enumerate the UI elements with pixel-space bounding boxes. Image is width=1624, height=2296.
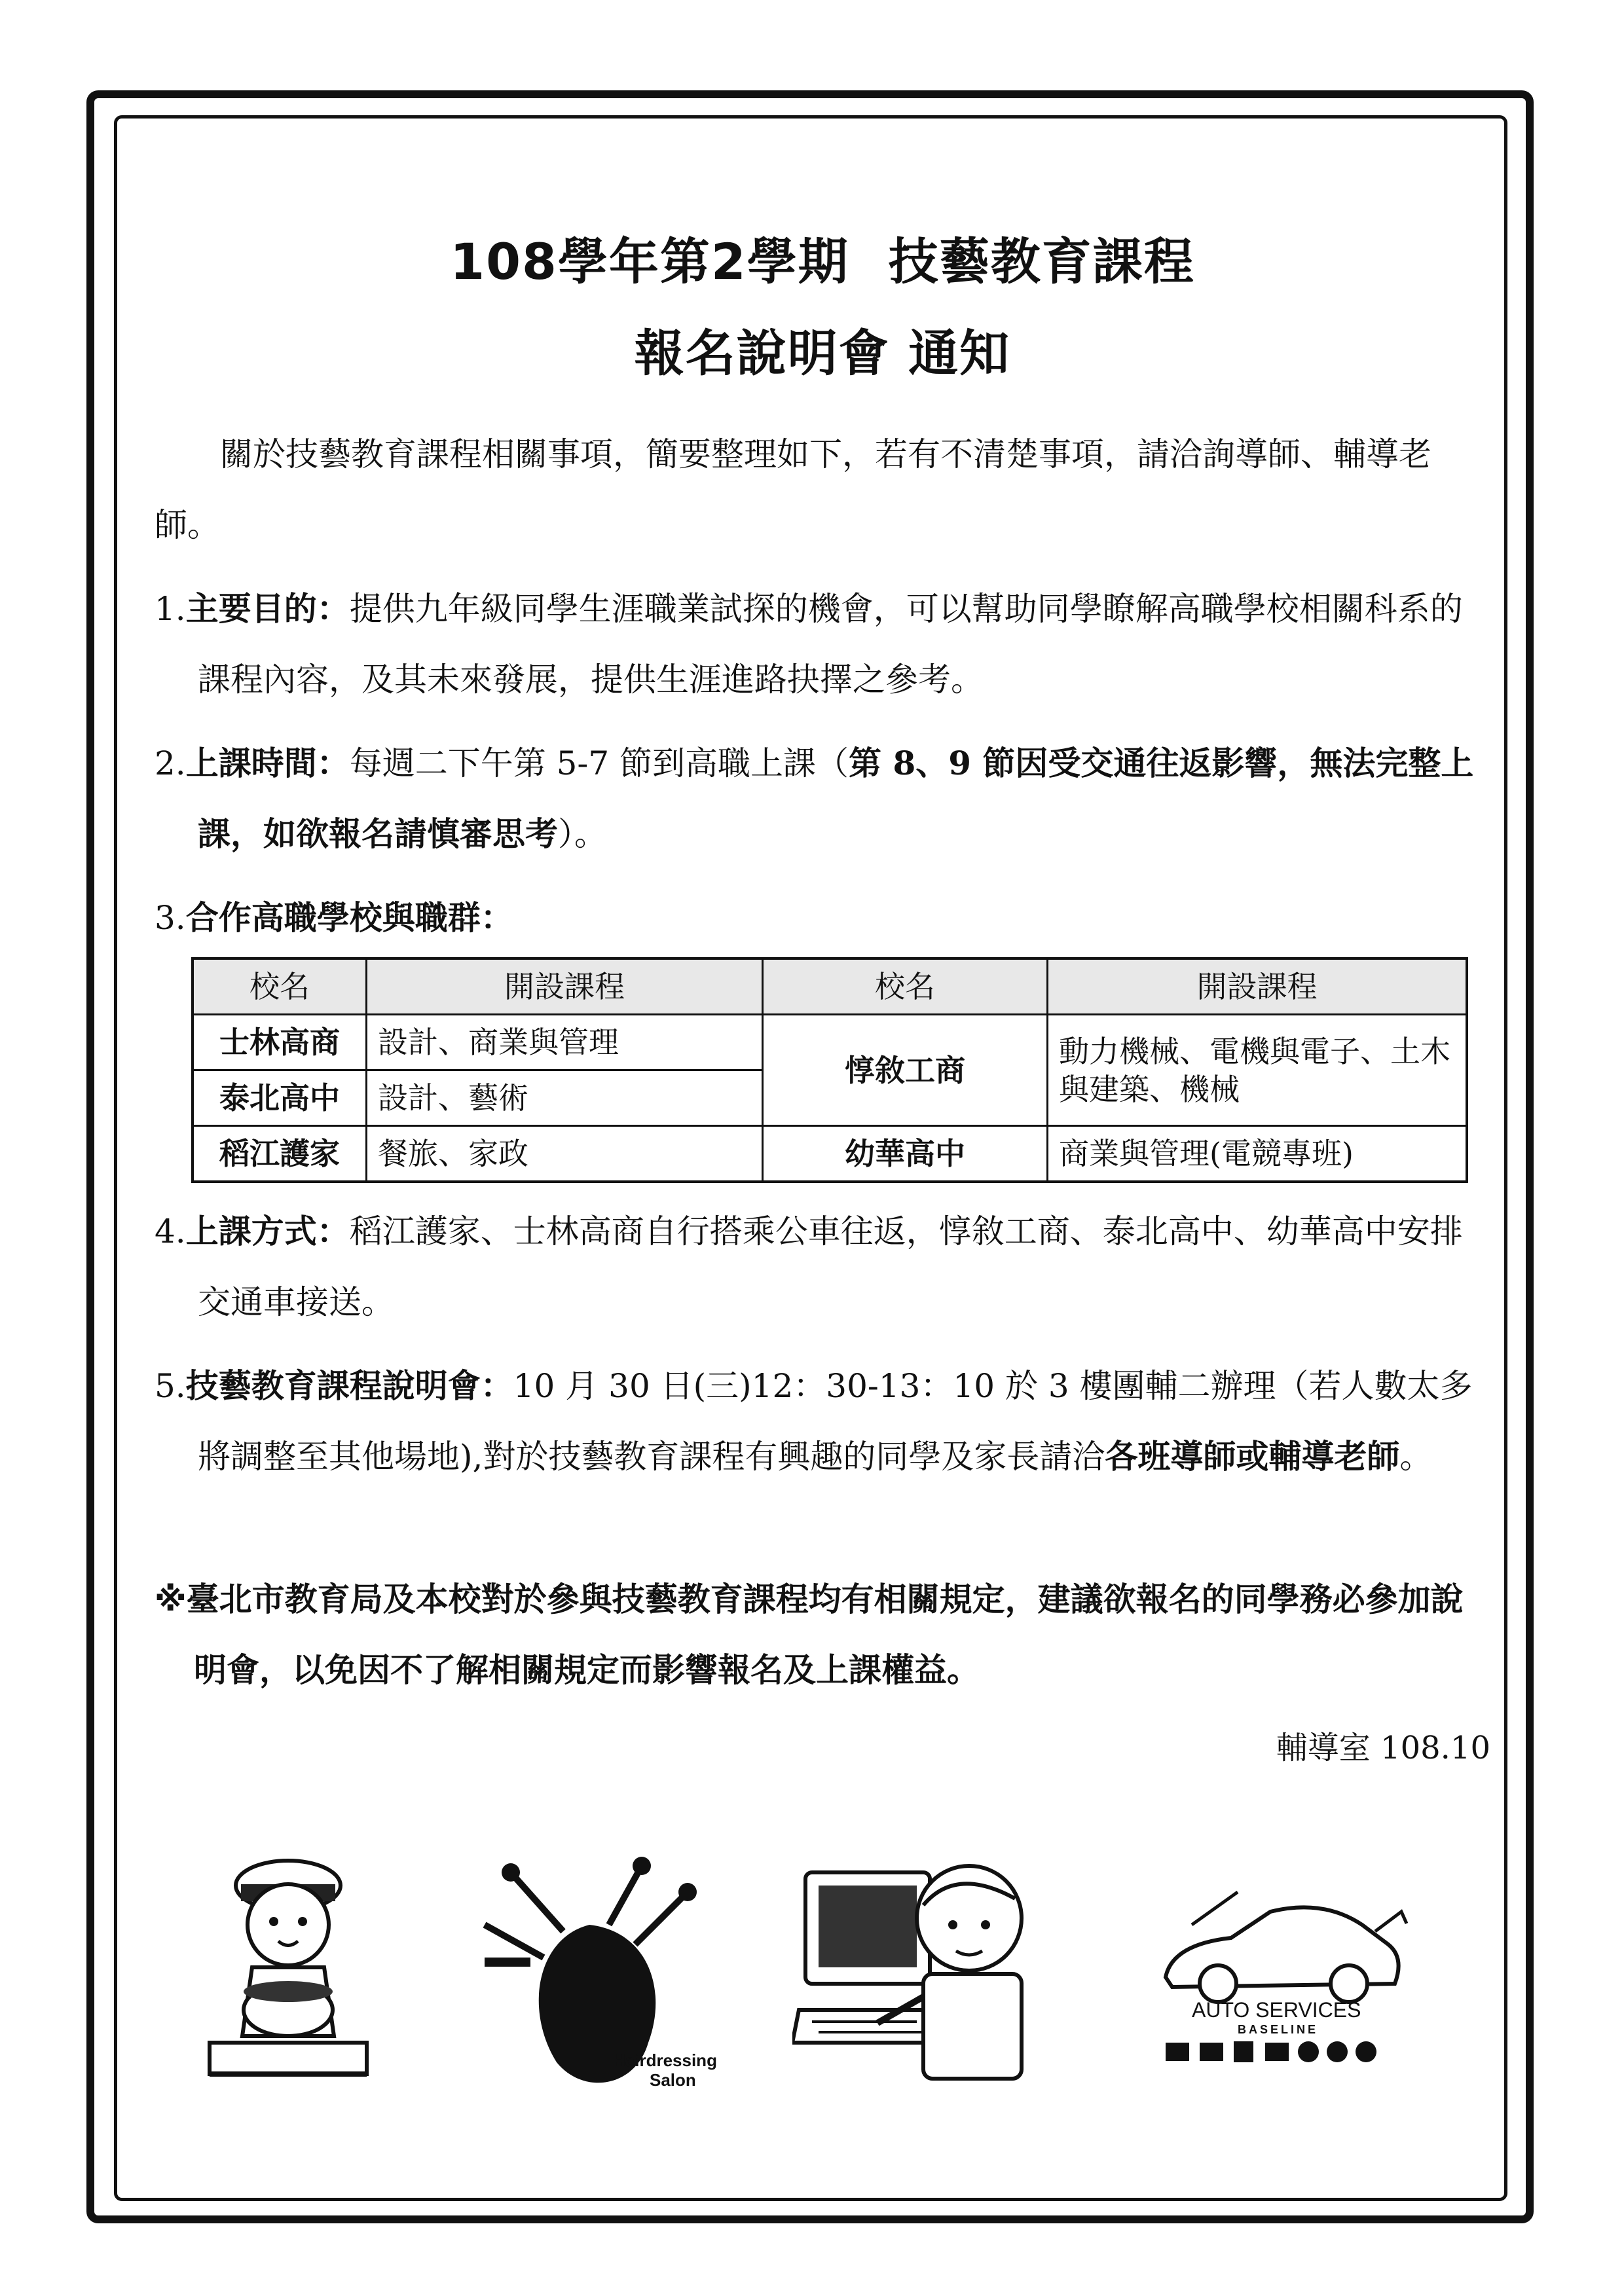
item-class-time xyxy=(155,728,1490,869)
page-title xyxy=(155,216,1490,399)
salon-caption: Hairdressing xyxy=(613,2050,717,2070)
title-line-2: 報名說明會 通知 xyxy=(634,324,1011,382)
item-label: 主要目的： xyxy=(185,589,350,628)
title-term: 108學年第2學期 xyxy=(450,232,849,291)
item-text-emphasis: 第 8、9 節因受交通往返影響，無法完整上課，如欲報名請慎審思考 xyxy=(198,744,1474,853)
salon-caption: Salon xyxy=(650,2070,696,2090)
school-program: 設計、藝術 xyxy=(367,1070,763,1126)
auto-caption: AUTO SERVICES xyxy=(1192,1998,1361,2022)
item-purpose xyxy=(155,574,1490,715)
item-partner-schools xyxy=(155,883,1490,953)
item-label: 技藝教育課程說明會： xyxy=(185,1366,513,1405)
table-header: 開設課程 xyxy=(367,958,763,1015)
item-text-end: ）。 xyxy=(558,815,607,853)
school-table xyxy=(191,957,1468,1183)
table-row xyxy=(193,1015,1467,1070)
table-row xyxy=(193,1126,1467,1182)
school-name: 士林高商 xyxy=(193,1015,367,1070)
item-number: 5. xyxy=(155,1367,186,1405)
item-number: 3. xyxy=(155,899,186,937)
item-number: 4. xyxy=(155,1212,186,1250)
chef-icon xyxy=(190,1846,386,2095)
hair-salon-illustration xyxy=(471,1846,717,2095)
table-header: 校名 xyxy=(193,958,367,1015)
school-name: 幼華高中 xyxy=(763,1126,1048,1182)
auto-subcaption: BASELINE xyxy=(1238,2023,1319,2036)
school-name: 惇敘工商 xyxy=(763,1015,1048,1126)
tool-icons xyxy=(1166,2041,1376,2062)
title-course: 技藝教育課程 xyxy=(888,232,1195,291)
computer-icon xyxy=(792,1846,1041,2095)
item-label: 上課時間： xyxy=(185,744,350,782)
chef-illustration xyxy=(190,1846,386,2095)
school-name: 稻江護家 xyxy=(193,1126,367,1182)
computer-illustration xyxy=(792,1846,1041,2095)
item-label: 合作高職學校與職群： xyxy=(185,898,513,937)
item-text: 每週二下午第 5-7 節到高職上課（ xyxy=(349,744,849,782)
item-text-end: 。 xyxy=(1399,1438,1433,1476)
school-name: 泰北高中 xyxy=(193,1070,367,1126)
table-header: 校名 xyxy=(763,958,1048,1015)
intro-paragraph: 關於技藝教育課程相關事項，簡要整理如下，若有不清楚事項，請洽詢導師、輔導老師。 xyxy=(155,435,1431,544)
item-briefing xyxy=(155,1351,1490,1492)
school-program: 餐旅、家政 xyxy=(367,1126,763,1182)
item-number: 1. xyxy=(155,590,186,628)
auto-services-illustration xyxy=(1153,1846,1408,2095)
school-program: 商業與管理(電競專班) xyxy=(1048,1126,1467,1182)
car-icon xyxy=(1153,1846,1408,2095)
school-program: 動力機械、電機與電子、土木與建築、機械 xyxy=(1048,1015,1467,1126)
signature: 輔導室 108.10 xyxy=(1276,1730,1490,1766)
item-transport xyxy=(155,1196,1490,1338)
item-text-emphasis: 各班導師或輔導老師 xyxy=(1105,1437,1400,1476)
item-text: 10 月 30 日(三)12：30-13：10 於 3 樓團輔二辦理（若人數太多將調整至其他場地),對於技藝教育課程有興趣的同學及家長請洽 xyxy=(198,1367,1473,1476)
table-header: 開設課程 xyxy=(1048,958,1467,1015)
table-header-row xyxy=(193,958,1467,1015)
illustration-strip xyxy=(190,1846,1434,2095)
notice-content xyxy=(155,216,1490,1777)
item-label: 上課方式： xyxy=(185,1212,350,1250)
warning-note: ※臺北市教育局及本校對於參與技藝教育課程均有相關規定，建議欲報名的同學務必參加說明會，以免因不了解相關規定而影響報名及上課權益。 xyxy=(155,1580,1464,1689)
item-number: 2. xyxy=(155,744,186,782)
school-program: 設計、商業與管理 xyxy=(367,1015,763,1070)
title-line-1 xyxy=(155,216,1490,308)
item-text: 提供九年級同學生涯職業試探的機會，可以幫助同學瞭解高職學校相關科系的課程內容，及其未來發展，提供生涯進路抉擇之參考。 xyxy=(198,590,1463,699)
item-text: 稻江護家、士林高商自行搭乘公車往返，惇敘工商、泰北高中、幼華高中安排交通車接送。 xyxy=(198,1212,1463,1321)
